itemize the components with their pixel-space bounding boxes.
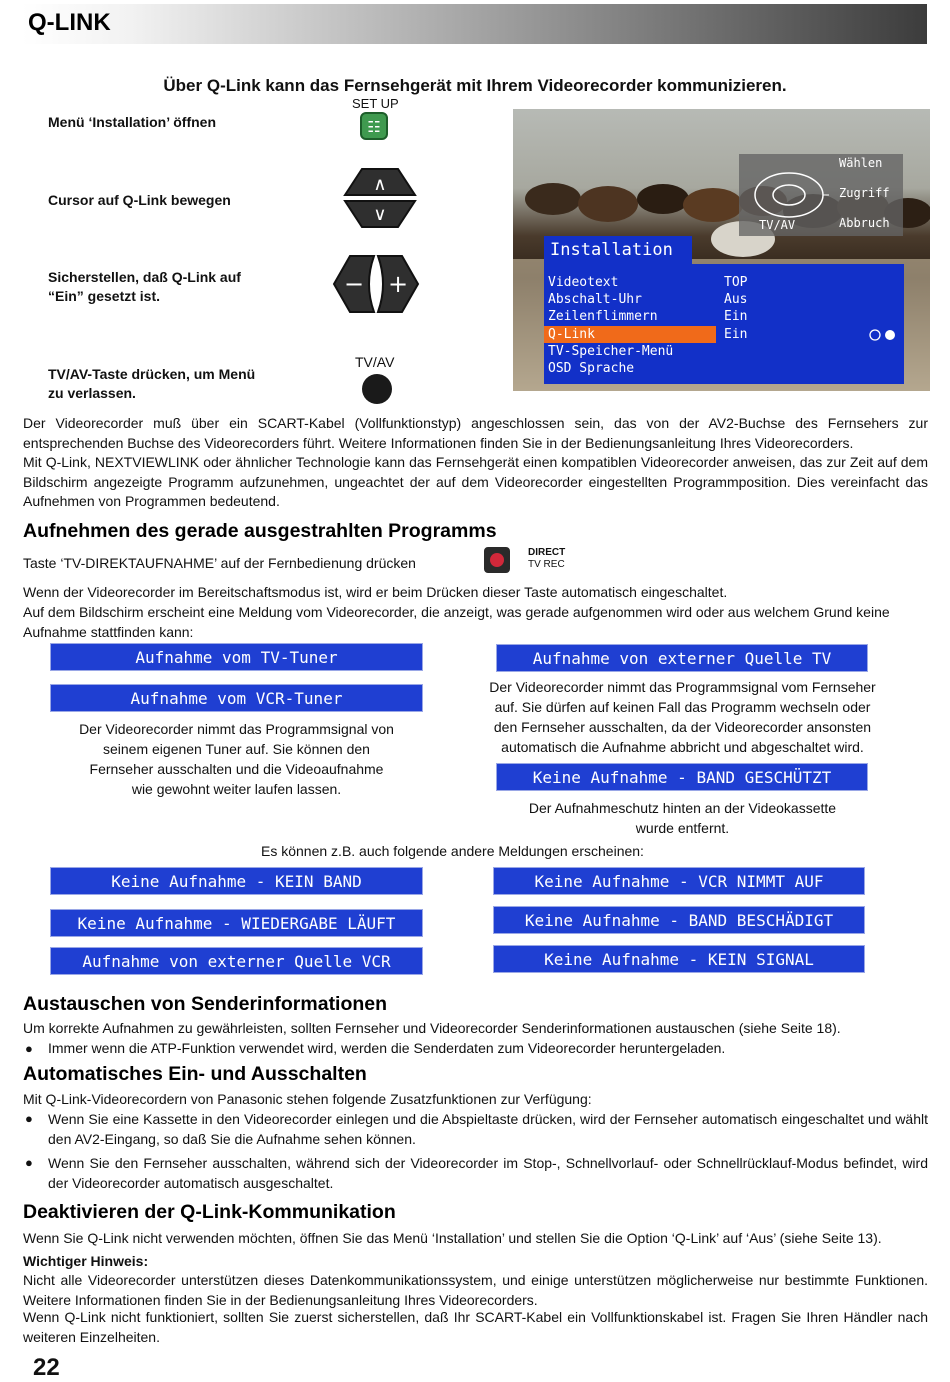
osd-navigation-panel	[739, 154, 903, 236]
heading-auto: Automatisches Ein- und Ausschalten	[23, 1063, 367, 1085]
step-exit-line1: TV/AV-Taste drücken, um Menü	[48, 366, 256, 382]
desc-line: seinem eigenen Tuner auf. Sie können den	[103, 741, 370, 757]
standby-text: Wenn der Videorecorder im Bereitschaftsmodus ist, wird er beim Drücken dieser Taste automatisch eingeschaltet.	[23, 584, 728, 600]
note-title: Wichtiger Hinweis:	[23, 1253, 149, 1269]
msg-playback: Keine Aufnahme - WIEDERGABE LÄUFT	[50, 909, 423, 937]
desc-line: den Fernseher ausschalten, da der Videorecorder ansonsten	[493, 719, 872, 735]
tv-rec-label: TV REC	[528, 559, 565, 570]
osd-value-videotext: TOP	[724, 275, 748, 290]
note-text-2: Wenn Q-Link nicht funktioniert, sollten Sie zuerst sicherstellen, daß Ihr SCART-Kabel ein Vollfunktionskabel ist. Fragen Sie Ihren Händler nach weiteren Einzelheiten.	[23, 1309, 928, 1345]
step-exit-line2: zu verlassen.	[48, 385, 136, 401]
qlink-info-paragraph: Mit Q-Link, NEXTVIEWLINK oder ähnlicher Technologie kann das Fernsehgerät einen kompatiblen Videorecorder anweisen, das zur Zeit auf dem Bildschirm angezeigte Programm aufzunehmen, ungeachtet der auf dem Videorecorder eingestellten Programmposition. Dies vereinfacht das Aufnehmen von Programmen bedeutend.	[23, 454, 928, 509]
desc-line: Fernseher ausschalten und die Videoaufnahme	[89, 761, 384, 777]
heading-exchange: Austauschen von Senderinformationen	[23, 993, 388, 1015]
desc-line: auf. Sie dürfen auf keinen Fall das Programm wechseln oder	[494, 699, 871, 715]
msg-band-protected-desc	[480, 798, 885, 838]
msg-tv-tuner: Aufnahme vom TV-Tuner	[50, 643, 423, 671]
exchange-text: Um korrekte Aufnahmen zu gewährleisten, sollten Fernseher und Videorecorder Senderinformationen austauschen (siehe Seite 18).	[23, 1020, 841, 1036]
setup-button[interactable]	[360, 112, 388, 140]
heading-deactivate: Deaktivieren der Q-Link-Kommunikation	[23, 1201, 396, 1223]
nav-dpad-icon	[749, 170, 829, 220]
auto-text: Mit Q-Link-Videorecordern von Panasonic stehen folgende Zusatzfunktionen zur Verfügung:	[23, 1091, 592, 1107]
chevron-up-icon: ∧	[373, 174, 387, 195]
desc-line: wie gewohnt weiter laufen lassen.	[131, 781, 342, 797]
intro-text: Über Q-Link kann das Fernsehgerät mit Ihrem Videorecorder kommunizieren.	[163, 76, 787, 95]
record-instruction: Taste ‘TV-DIREKTAUFNAHME’ auf der Fernbedienung drücken	[23, 555, 416, 571]
tvav-button[interactable]	[362, 374, 392, 404]
step-open-menu: Menü ‘Installation’ öffnen	[48, 114, 216, 130]
desc-line: Der Videorecorder nimmt das Programmsignal von	[79, 721, 394, 737]
desc-line: automatisch die Aufnahme abbricht und abgeschaltet wird.	[501, 739, 864, 755]
bullet-icon: ●	[25, 1111, 33, 1126]
bullet-icon: ●	[25, 1041, 33, 1056]
direct-label: DIRECT	[528, 547, 566, 558]
nav-access-label: Zugriff	[839, 186, 890, 200]
msg-no-band: Keine Aufnahme - KEIN BAND	[50, 867, 423, 895]
exchange-bullet: Immer wenn die ATP-Funktion verwendet wird, werden die Senderdaten zum Videorecorder heruntergeladen.	[48, 1040, 726, 1056]
osd-value-timer: Aus	[724, 292, 748, 307]
osd-item-timer[interactable]: Abschalt-Uhr	[548, 292, 642, 307]
bullet-icon: ●	[25, 1155, 33, 1170]
osd-item-language[interactable]: OSD Sprache	[548, 361, 635, 376]
scart-info-paragraph: Der Videorecorder muß über ein SCART-Kabel (Vollfunktionstyp) angeschlossen sein, das von der AV2-Buchse des Fernsehers zur entsprechenden Buchse des Videorecorders führt. Weitere Informationen finden Sie in der Bedienungsanleitung Ihres Videorecorders.	[23, 415, 928, 451]
record-dot-icon	[490, 553, 504, 567]
other-messages-intro: Es können z.B. auch folgende andere Meldungen erscheinen:	[261, 843, 644, 859]
desc-line: wurde entfernt.	[635, 820, 730, 836]
desc-line: Der Aufnahmeschutz hinten an der Videokassette	[528, 800, 837, 816]
osd-item-videotext[interactable]: Videotext	[548, 275, 619, 290]
msg-external-vcr: Aufnahme von externer Quelle VCR	[50, 947, 423, 975]
msg-vcr-tuner: Aufnahme vom VCR-Tuner	[50, 684, 423, 712]
page-number: 22	[33, 1354, 60, 1381]
osd-item-flicker[interactable]: Zeilenflimmern	[548, 309, 658, 324]
page-header-bar	[22, 4, 927, 44]
plus-icon: +	[387, 270, 409, 298]
osd-item-memory-menu[interactable]: TV-Speicher-Menü	[548, 344, 674, 359]
direct-tv-rec-button[interactable]	[484, 547, 510, 573]
osd-menu-title: Installation	[544, 236, 692, 264]
auto-bullet-1: Wenn Sie eine Kassette in den Videorecorder einlegen und die Abspieltaste drücken, wird der Fernseher automatisch eingeschaltet und wählt den AV2-Eingang, so daß Sie die Aufnahme sehen können.	[48, 1111, 928, 1147]
step-ensure-on-line1: Sicherstellen, daß Q-Link auf	[48, 269, 241, 285]
step-move-cursor: Cursor auf Q-Link bewegen	[48, 192, 231, 208]
desc-line: Der Videorecorder nimmt das Programmsignal vom Fernseher	[489, 679, 876, 695]
msg-band-protected: Keine Aufnahme - BAND GESCHÜTZT	[496, 763, 868, 791]
setup-label: SET UP	[352, 96, 399, 111]
osd-installation-menu	[544, 264, 904, 384]
msg-band-damaged: Keine Aufnahme - BAND BESCHÄDIGT	[493, 906, 865, 934]
page-title: Q-LINK	[28, 9, 111, 36]
auto-bullet-2: Wenn Sie den Fernseher ausschalten, während sich der Videorecorder im Stop-, Schnellvorlauf- oder Schnellrücklauf-Modus befindet, wird der Videorecorder automatisch ausgeschaltet.	[48, 1155, 928, 1191]
minus-icon: −	[343, 270, 365, 298]
nav-exit-label: Abbruch	[839, 216, 890, 230]
note-text-1: Nicht alle Videorecorder unterstützen dieses Datenkommunikationssystem, und einige unterstützen möglicherweise nur bestimmte Funktionen. Weitere Informationen finden Sie in der Bedienungsanleitung Ihres Videorecorders.	[23, 1272, 928, 1308]
deactivate-text: Wenn Sie Q-Link nicht verwenden möchten, öffnen Sie das Menü ‘Installation’ und stellen Sie die Option ‘Q-Link’ auf ‘Aus’ (siehe Seite 13).	[23, 1230, 882, 1246]
step-ensure-on-line2: “Ein” gesetzt ist.	[48, 288, 161, 304]
osd-value-flicker: Ein	[724, 309, 748, 324]
message-intro-text: Auf dem Bildschirm erscheint eine Meldung vom Videorecorder, die anzeigt, was gerade aufgenommen wird oder aus welchem Grund keine Aufnahme stattfinden kann:	[23, 604, 890, 640]
volume-keys	[330, 252, 422, 316]
chevron-down-icon: ∨	[373, 204, 387, 225]
menu-grid-icon: ☷	[367, 119, 381, 136]
msg-vcr-recording: Keine Aufnahme - VCR NIMMT AUF	[493, 867, 865, 895]
nav-tvav-label: TV/AV	[759, 218, 796, 232]
tvav-label: TV/AV	[355, 354, 395, 370]
cursor-keys	[340, 165, 420, 231]
msg-no-signal: Keine Aufnahme - KEIN SIGNAL	[493, 945, 865, 973]
toggle-indicator-icon	[868, 328, 900, 342]
osd-item-qlink[interactable]: Q-Link	[548, 327, 595, 342]
msg-external-tv: Aufnahme von externer Quelle TV	[496, 644, 868, 672]
msg-vcr-tuner-desc	[40, 719, 433, 799]
osd-value-qlink: Ein	[724, 327, 748, 342]
msg-external-tv-desc	[465, 677, 900, 757]
nav-select-label: Wählen	[839, 156, 883, 170]
heading-record: Aufnehmen des gerade ausgestrahlten Programms	[23, 520, 497, 542]
